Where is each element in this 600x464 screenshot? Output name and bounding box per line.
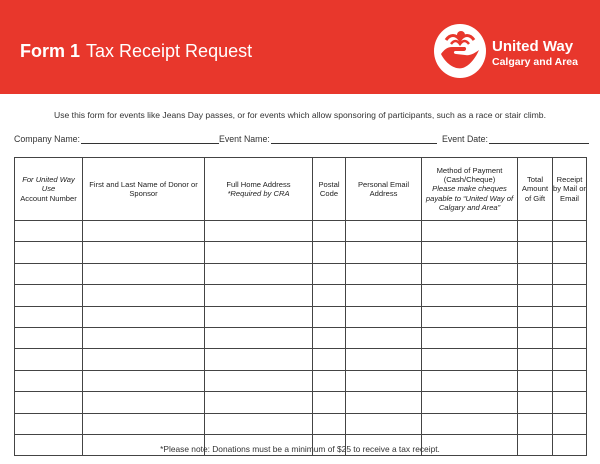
table-cell[interactable] bbox=[313, 370, 346, 391]
table-cell[interactable] bbox=[15, 370, 83, 391]
table-cell[interactable] bbox=[422, 370, 518, 391]
col-email-address: Personal Email Address bbox=[346, 158, 422, 221]
event-date-line[interactable] bbox=[489, 134, 589, 144]
table-cell[interactable] bbox=[518, 263, 553, 284]
table-cell[interactable] bbox=[553, 370, 587, 391]
company-name-label: Company Name: bbox=[14, 134, 81, 144]
table-cell[interactable] bbox=[422, 285, 518, 306]
company-name-line[interactable] bbox=[81, 134, 219, 144]
table-cell[interactable] bbox=[346, 285, 422, 306]
table-cell[interactable] bbox=[518, 392, 553, 413]
table-cell[interactable] bbox=[313, 306, 346, 327]
table-row bbox=[15, 306, 587, 327]
table-cell[interactable] bbox=[518, 349, 553, 370]
table-row bbox=[15, 327, 587, 348]
footer-note: *Please note: Donations must be a minimum of $25 to receive a tax receipt. bbox=[160, 444, 440, 454]
table-cell[interactable] bbox=[346, 349, 422, 370]
table-cell[interactable] bbox=[346, 413, 422, 434]
table-cell[interactable] bbox=[83, 327, 205, 348]
table-row bbox=[15, 221, 587, 242]
table-cell[interactable] bbox=[83, 285, 205, 306]
table-cell[interactable] bbox=[422, 327, 518, 348]
table-cell[interactable] bbox=[205, 285, 313, 306]
table-cell[interactable] bbox=[15, 221, 83, 242]
table-cell[interactable] bbox=[15, 263, 83, 284]
table-row bbox=[15, 413, 587, 434]
table-cell[interactable] bbox=[313, 349, 346, 370]
table-cell[interactable] bbox=[313, 392, 346, 413]
table-cell[interactable] bbox=[518, 413, 553, 434]
event-name-field[interactable] bbox=[219, 134, 437, 144]
table-cell[interactable] bbox=[346, 221, 422, 242]
col-donor-name: First and Last Name of Donor or Sponsor bbox=[83, 158, 205, 221]
table-row bbox=[15, 349, 587, 370]
table-cell[interactable] bbox=[205, 392, 313, 413]
table-cell[interactable] bbox=[205, 413, 313, 434]
event-date-field[interactable] bbox=[442, 134, 589, 144]
table-cell[interactable] bbox=[518, 285, 553, 306]
event-date-label: Event Date: bbox=[442, 134, 488, 144]
table-cell[interactable] bbox=[346, 370, 422, 391]
table-cell[interactable] bbox=[15, 413, 83, 434]
table-cell[interactable] bbox=[205, 263, 313, 284]
table-cell[interactable] bbox=[313, 242, 346, 263]
table-cell[interactable] bbox=[346, 242, 422, 263]
page-title bbox=[20, 41, 252, 62]
table-cell[interactable] bbox=[83, 413, 205, 434]
table-cell[interactable] bbox=[83, 263, 205, 284]
col-account-number: For United Way Use Account Number bbox=[15, 158, 83, 221]
logo-subtitle: Calgary and Area bbox=[492, 56, 578, 68]
table-cell[interactable] bbox=[205, 370, 313, 391]
table-cell[interactable] bbox=[346, 263, 422, 284]
united-way-hand-icon bbox=[434, 24, 486, 78]
table-row bbox=[15, 263, 587, 284]
table-cell[interactable] bbox=[553, 263, 587, 284]
table-cell[interactable] bbox=[553, 221, 587, 242]
table-cell[interactable] bbox=[518, 306, 553, 327]
table-cell[interactable] bbox=[83, 221, 205, 242]
event-name-label: Event Name: bbox=[219, 134, 270, 144]
table-cell[interactable] bbox=[422, 221, 518, 242]
table-cell[interactable] bbox=[313, 285, 346, 306]
receipt-table bbox=[14, 157, 587, 456]
table-row bbox=[15, 242, 587, 263]
col-postal-code: Postal Code bbox=[313, 158, 346, 221]
table-cell[interactable] bbox=[553, 349, 587, 370]
table-cell[interactable] bbox=[422, 413, 518, 434]
table-cell[interactable] bbox=[553, 327, 587, 348]
table-cell[interactable] bbox=[83, 349, 205, 370]
table-header-row bbox=[15, 158, 587, 221]
table-cell[interactable] bbox=[205, 349, 313, 370]
table-cell[interactable] bbox=[15, 327, 83, 348]
table-cell[interactable] bbox=[518, 221, 553, 242]
table-row bbox=[15, 370, 587, 391]
form-title: Tax Receipt Request bbox=[86, 41, 253, 61]
table-cell[interactable] bbox=[205, 242, 313, 263]
company-name-field[interactable] bbox=[14, 134, 219, 144]
logo-name: United Way bbox=[492, 38, 574, 55]
col-receipt-method: Receipt by Mail or Email bbox=[553, 158, 587, 221]
table-cell[interactable] bbox=[15, 306, 83, 327]
table-cell[interactable] bbox=[15, 349, 83, 370]
table-cell[interactable] bbox=[346, 327, 422, 348]
table-cell[interactable] bbox=[518, 242, 553, 263]
table-cell[interactable] bbox=[422, 242, 518, 263]
table-cell[interactable] bbox=[205, 327, 313, 348]
table-cell[interactable] bbox=[313, 221, 346, 242]
table-cell[interactable] bbox=[553, 306, 587, 327]
event-name-line[interactable] bbox=[271, 134, 437, 144]
table-cell[interactable] bbox=[553, 242, 587, 263]
instructions-text: Use this form for events like Jeans Day passes, or for events which allow sponsoring of participants, such as a race or stair climb. bbox=[54, 110, 546, 120]
table-cell[interactable] bbox=[15, 392, 83, 413]
header-banner bbox=[0, 0, 600, 94]
table-cell[interactable] bbox=[205, 221, 313, 242]
table-cell[interactable] bbox=[422, 392, 518, 413]
form-number: Form 1 bbox=[20, 41, 81, 61]
col-home-address: Full Home Address *Required by CRA bbox=[205, 158, 313, 221]
table-cell[interactable] bbox=[83, 392, 205, 413]
table-cell[interactable] bbox=[313, 263, 346, 284]
table-cell[interactable] bbox=[346, 392, 422, 413]
table-cell[interactable] bbox=[422, 263, 518, 284]
table-cell[interactable] bbox=[313, 327, 346, 348]
table-row bbox=[15, 392, 587, 413]
table-cell[interactable] bbox=[422, 306, 518, 327]
col-payment-method: Method of Payment (Cash/Cheque) Please make cheques payable to “United Way of Calgary and Area” bbox=[422, 158, 518, 221]
table-cell[interactable] bbox=[518, 370, 553, 391]
table-cell[interactable] bbox=[553, 413, 587, 434]
table-cell[interactable] bbox=[83, 242, 205, 263]
table-cell[interactable] bbox=[553, 392, 587, 413]
united-way-logo-text bbox=[492, 38, 578, 69]
table-cell[interactable] bbox=[346, 306, 422, 327]
table-cell[interactable] bbox=[15, 242, 83, 263]
table-row bbox=[15, 285, 587, 306]
table-cell[interactable] bbox=[422, 349, 518, 370]
table-cell[interactable] bbox=[553, 285, 587, 306]
table-cell[interactable] bbox=[83, 306, 205, 327]
table-cell[interactable] bbox=[518, 327, 553, 348]
table-cell[interactable] bbox=[205, 306, 313, 327]
col-total-amount: Total Amount of Gift bbox=[518, 158, 553, 221]
table-cell[interactable] bbox=[83, 370, 205, 391]
table-cell[interactable] bbox=[313, 413, 346, 434]
table-cell[interactable] bbox=[15, 285, 83, 306]
